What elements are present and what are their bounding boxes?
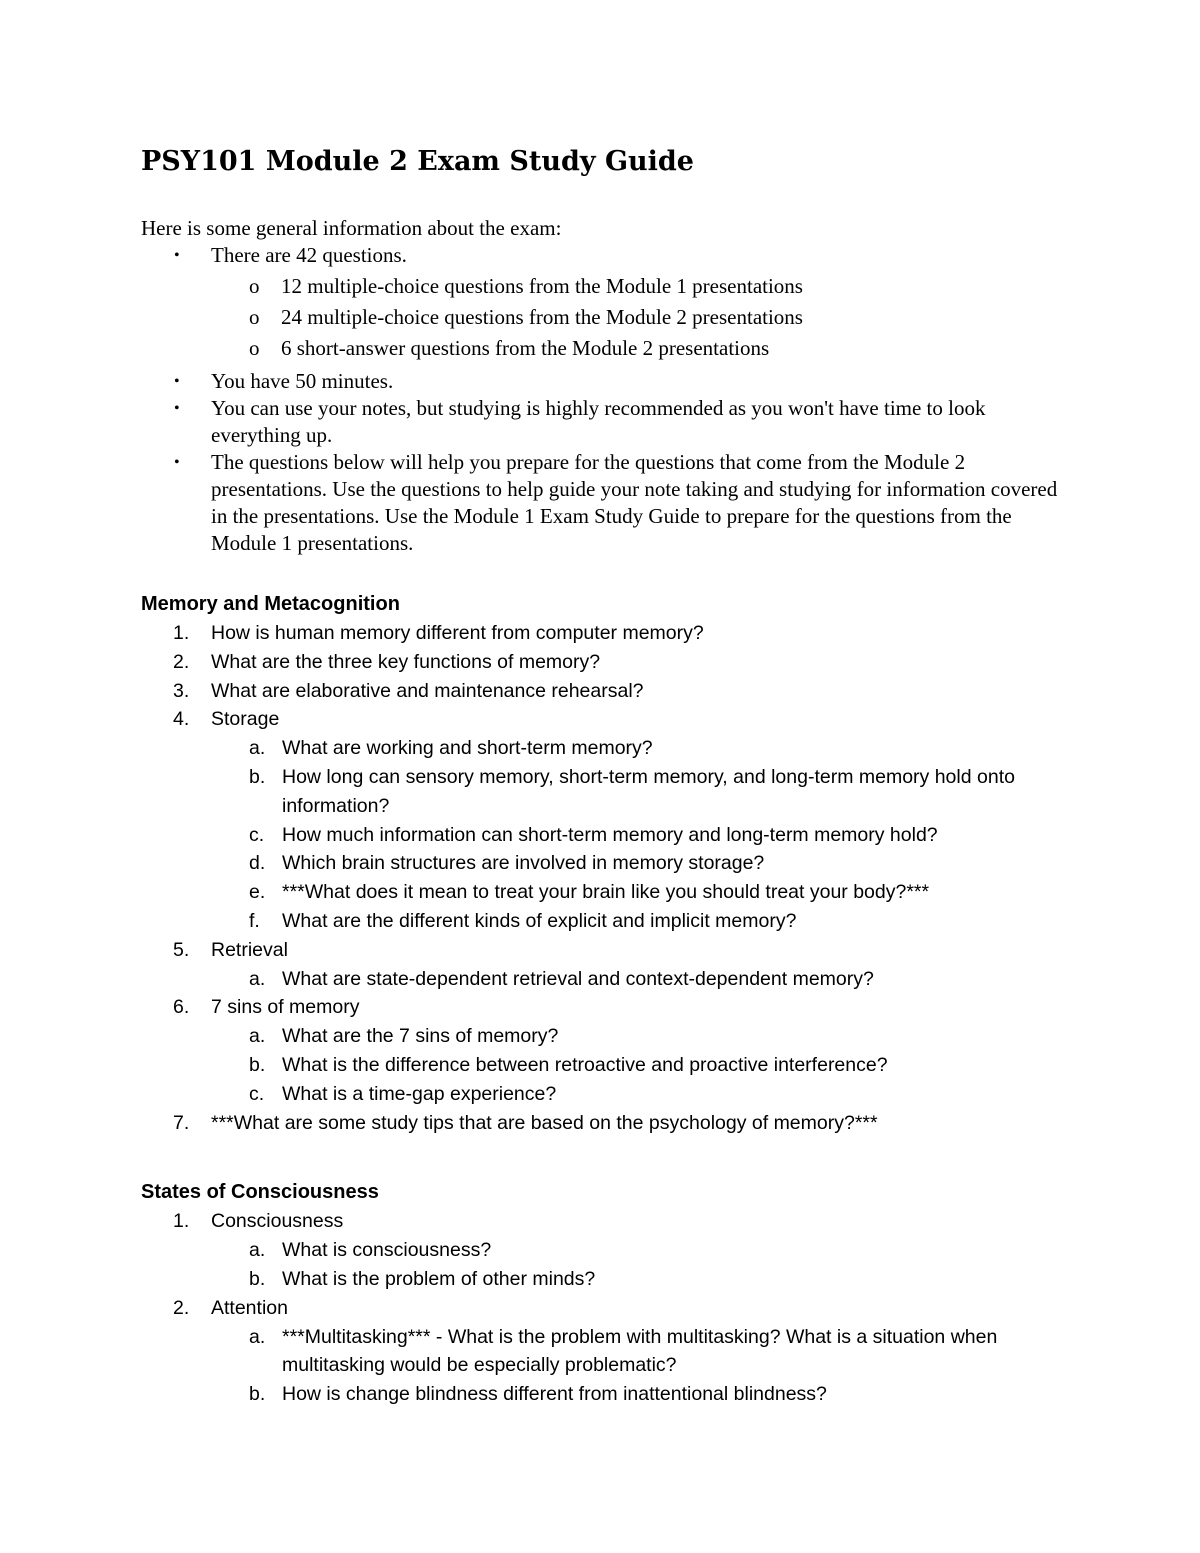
subitem-letter: a. xyxy=(249,1325,266,1348)
subitem-text: ***What does it mean to treat your brain like you should treat your body?*** xyxy=(282,881,930,904)
item-text: Attention xyxy=(211,1296,288,1319)
exam-info xyxy=(141,214,1071,557)
sub-bullet-marker: o xyxy=(249,336,260,360)
sub-bullet xyxy=(141,333,1071,364)
page-title: PSY101 Module 2 Exam Study Guide xyxy=(141,146,694,177)
bullet-marker: • xyxy=(174,247,180,264)
subitem-letter: c. xyxy=(249,823,265,846)
item-number: 6. xyxy=(173,996,190,1019)
info-bullet xyxy=(141,242,1071,364)
subitem-letter: f. xyxy=(249,909,260,932)
subitem-letter: d. xyxy=(249,852,266,875)
document-page xyxy=(141,140,1071,1409)
bullet-text: The questions below will help you prepare for the questions that come from the Module 2 presentations. Use the questions to help guide your note taking and studying for information covered in the presentations. Use the Module 1 Exam Study Guide to prepare for the questions from the Module 1 presentations. xyxy=(211,450,1058,555)
subquestion-item xyxy=(141,1051,1071,1080)
subitem-letter: b. xyxy=(249,765,266,788)
item-text: 7 sins of memory xyxy=(211,996,360,1019)
subquestion-item xyxy=(141,965,1071,994)
item-text: What are the three key functions of memory? xyxy=(211,650,601,673)
subitem-text: Which brain structures are involved in memory storage? xyxy=(282,852,765,875)
subitem-letter: b. xyxy=(249,1383,266,1406)
bullet-text: There are 42 questions. xyxy=(211,243,407,267)
subitem-text: How long can sensory memory, short-term memory, and long-term memory hold onto information? xyxy=(282,765,1015,817)
question-sections xyxy=(141,589,1071,1409)
info-bullet xyxy=(141,449,1071,557)
item-text: Storage xyxy=(211,708,280,731)
item-number: 2. xyxy=(173,650,190,673)
item-text: What are elaborative and maintenance rehearsal? xyxy=(211,679,644,702)
numbered-question-list xyxy=(141,1207,1071,1409)
subitem-letter: a. xyxy=(249,967,266,990)
subitem-text: What are the 7 sins of memory? xyxy=(282,1025,559,1048)
sub-bullet-text: 12 multiple-choice questions from the Module 1 presentations xyxy=(281,274,803,298)
subitem-letter: a. xyxy=(249,737,266,760)
subquestion-item xyxy=(141,1236,1071,1265)
question-item xyxy=(141,936,1071,994)
subquestion-item xyxy=(141,1022,1071,1051)
sub-bullet xyxy=(141,271,1071,302)
subitem-text: What is consciousness? xyxy=(282,1239,492,1262)
subitem-letter: b. xyxy=(249,1267,266,1290)
bullet-marker: • xyxy=(174,400,180,417)
sub-bullet-text: 6 short-answer questions from the Module 2 presentations xyxy=(281,336,770,360)
subquestion-item xyxy=(141,1380,1071,1409)
subquestion-item xyxy=(141,1265,1071,1294)
sub-bullet xyxy=(141,302,1071,333)
subitem-text: What are working and short-term memory? xyxy=(282,737,653,760)
item-text: Consciousness xyxy=(211,1210,344,1233)
subquestion-item xyxy=(141,1080,1071,1109)
section-heading: Memory and Metacognition xyxy=(141,593,400,615)
subquestion-item xyxy=(141,849,1071,878)
item-number: 4. xyxy=(173,708,190,731)
sub-bullet-text: 24 multiple-choice questions from the Module 2 presentations xyxy=(281,305,803,329)
subitem-letter: e. xyxy=(249,881,266,904)
info-bullet xyxy=(141,368,1071,395)
question-item xyxy=(141,677,1071,706)
lettered-subquestion-list xyxy=(211,1022,1071,1108)
subitem-letter: a. xyxy=(249,1239,266,1262)
subitem-text: How much information can short-term memory and long-term memory hold? xyxy=(282,823,938,846)
bullet-marker: • xyxy=(174,454,180,471)
bullet-marker: • xyxy=(174,373,180,390)
intro-lead: Here is some general information about the exam: xyxy=(141,216,562,240)
question-item xyxy=(141,993,1071,1108)
question-item xyxy=(141,1109,1071,1138)
lettered-subquestion-list xyxy=(211,965,1071,994)
lettered-subquestion-list xyxy=(211,734,1071,936)
subitem-text: What are state-dependent retrieval and context-dependent memory? xyxy=(282,967,874,990)
subitem-text: What is the difference between retroactive and proactive interference? xyxy=(282,1053,888,1076)
item-number: 1. xyxy=(173,622,190,644)
subitem-letter: c. xyxy=(249,1082,265,1105)
item-text: How is human memory different from computer memory? xyxy=(211,622,704,644)
question-item xyxy=(141,648,1071,677)
subitem-text: ***Multitasking*** - What is the problem with multitasking? What is a situation when multitasking would be especially problematic? xyxy=(282,1325,998,1377)
item-number: 1. xyxy=(173,1210,190,1233)
item-number: 2. xyxy=(173,1296,190,1319)
info-bullet-list xyxy=(141,242,1071,557)
subitem-text: What is the problem of other minds? xyxy=(282,1267,596,1290)
subquestion-item xyxy=(141,763,1071,821)
subitem-letter: b. xyxy=(249,1053,266,1076)
lettered-subquestion-list xyxy=(211,1236,1071,1294)
bullet-text: You have 50 minutes. xyxy=(211,369,394,393)
numbered-question-list xyxy=(141,619,1071,1137)
section-heading: States of Consciousness xyxy=(141,1181,379,1204)
subquestion-item xyxy=(141,878,1071,907)
question-item xyxy=(141,1207,1071,1293)
subitem-text: What is a time-gap experience? xyxy=(282,1082,557,1105)
sub-bullet-list xyxy=(211,271,1071,364)
lettered-subquestion-list xyxy=(211,1323,1071,1409)
subitem-text: What are the different kinds of explicit and implicit memory? xyxy=(282,909,797,932)
item-text: ***What are some study tips that are based on the psychology of memory?*** xyxy=(211,1111,878,1134)
item-number: 7. xyxy=(173,1111,190,1134)
subitem-text: How is change blindness different from inattentional blindness? xyxy=(282,1383,827,1406)
bullet-text: You can use your notes, but studying is highly recommended as you won't have time to look everything up. xyxy=(211,396,986,447)
subitem-letter: a. xyxy=(249,1025,266,1048)
subquestion-item xyxy=(141,821,1071,850)
item-text: Retrieval xyxy=(211,938,288,961)
question-item xyxy=(141,1294,1071,1409)
subquestion-item xyxy=(141,1323,1071,1381)
sub-bullet-marker: o xyxy=(249,305,260,329)
subquestion-item xyxy=(141,734,1071,763)
info-bullet xyxy=(141,395,1071,449)
subquestion-item xyxy=(141,907,1071,936)
question-item xyxy=(141,705,1071,935)
item-number: 5. xyxy=(173,938,190,961)
item-number: 3. xyxy=(173,679,190,702)
question-item xyxy=(141,619,1071,648)
sub-bullet-marker: o xyxy=(249,274,260,298)
